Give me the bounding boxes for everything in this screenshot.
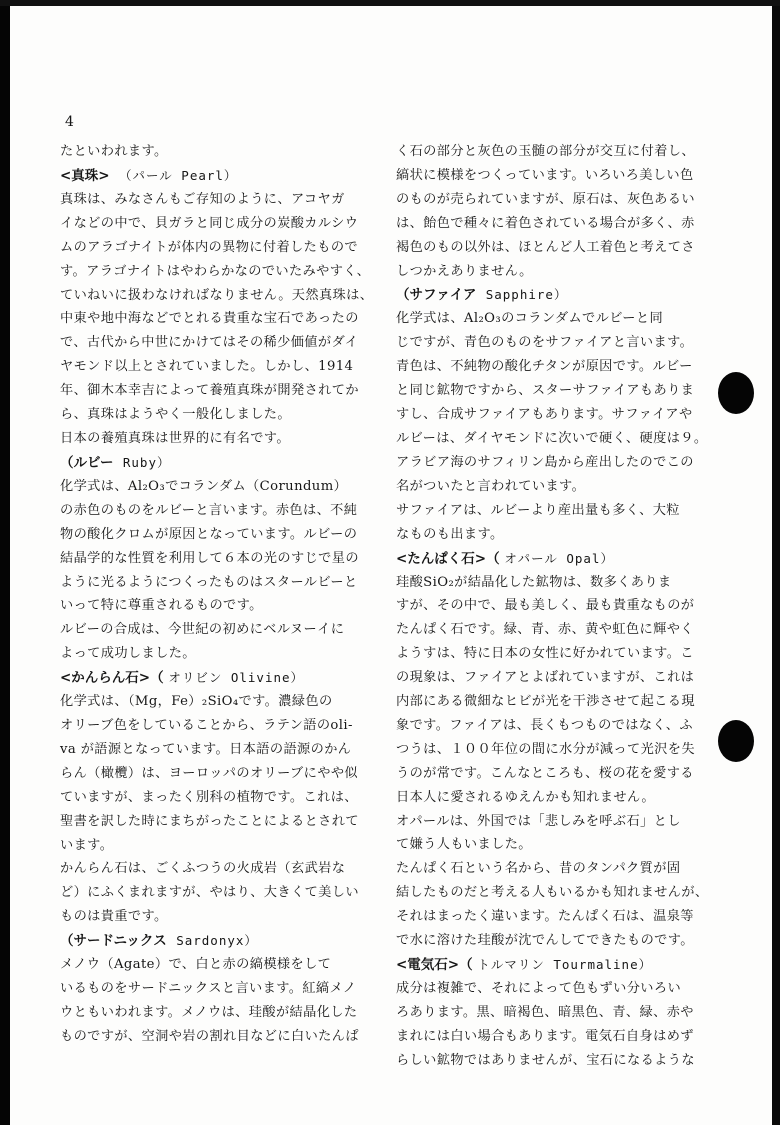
text-line: ろあります。黒、暗褐色、暗黒色、青、緑、赤や [396, 1004, 694, 1020]
right-column [396, 140, 708, 1073]
section-ruby [60, 451, 360, 666]
text-line: 結晶学的な性質を利用して６本の光のすじで星の [60, 550, 359, 566]
text-line: 聖書を訳した時にまちがったことによるとされて [60, 813, 359, 829]
text-line: 物の酸化クロムが原因となっています。ルビーの [60, 526, 358, 542]
text-line: す。アラゴナイトはやわらかなのでいたみやすく、 [60, 263, 371, 279]
text-line: で水に溶けた珪酸が沈でんしてできたものです。 [396, 933, 694, 949]
text-line: く石の部分と灰色の玉髄の部分が交互に付着し、 [396, 144, 695, 159]
text-line: オリーブ色をしていることから、ラテン語のoli- [60, 718, 353, 734]
text-line: ていますが、まったく別科の植物です。これは、 [60, 789, 358, 805]
section-tourmaline [396, 953, 708, 1073]
text-line: つうは、１００年位の間に水分が減って光沢を失 [396, 741, 695, 757]
text-line: いって特に尊重されるものです。 [60, 598, 263, 614]
section-sapphire [396, 283, 708, 546]
left-column [60, 140, 374, 1049]
section-heading: （サファイア Sapphire） [396, 287, 568, 304]
section-pearl [60, 164, 374, 451]
scan-edge-right [772, 0, 780, 1125]
text-line: 化学式は、（Mg，Fe）₂SiO₄です。濃緑色の [60, 694, 333, 710]
text-line: じですが、青色のものをサファイアと言います。 [396, 335, 694, 351]
text-line: らしい鉱物ではありませんが、宝石になるような [396, 1052, 695, 1068]
text-line: ウともいわれます。メノウは、珪酸が結晶化した [60, 1005, 358, 1020]
section-olivine [60, 666, 360, 929]
text-line: すし、合成サファイアもあります。サファイアや [396, 407, 693, 423]
text-line: アラビア海のサフィリン島から産出したのでこの [396, 454, 694, 470]
text-line: なものも出ます。 [396, 526, 504, 542]
text-line: 名がついたと言われています。 [396, 478, 586, 494]
text-line: は、飴色で種々に着色されている場合が多く、赤 [396, 215, 695, 231]
section-sardonyx [60, 929, 360, 1049]
text-line: 成分は複雑で、それによって色もずい分いろい [396, 981, 682, 996]
text-line: 日本の養殖真珠は世界的に有名です。 [60, 430, 290, 446]
page-number: 4 [65, 114, 74, 130]
text-line: うのが常です。こんなところも、桜の花を愛する [396, 765, 694, 781]
text-line: 縞状に模様をつくっています。いろいろ美しい色 [396, 167, 694, 183]
text-line: ていねいに扱わなければなりません。天然真珠は、 [60, 287, 374, 303]
text-line: かんらん石は、ごくふつうの火成岩（玄武岩な [60, 861, 346, 877]
text-line: しつかえありません。 [396, 263, 533, 279]
scan-edge-left [0, 0, 10, 1125]
section-heading: <かんらん石>（ オリビン Olivine） [60, 670, 305, 687]
text-line: ムのアラゴナイトが体内の異物に付着したもので [60, 239, 358, 255]
text-line: まれには白い場合もあります。電気石自身はめず [396, 1028, 694, 1044]
text-line: 青色は、不純物の酸化チタンが原因です。ルビー [396, 359, 693, 375]
text-line: 内部にある微細なヒビが光を干渉させて起こる現 [396, 694, 695, 710]
text-line: たんぱく石という名から、昔のタンパク質が固 [396, 861, 681, 877]
text-line: の赤色のものをルビーと言います。赤色は、不純 [60, 502, 358, 518]
section-heading: （ルビー Ruby） [60, 454, 171, 471]
text-line: va が語源となっています。日本語の語源のかん [60, 741, 352, 757]
punch-hole-upper [718, 372, 754, 414]
text-line: すが、その中で、最も美しく、最も貴重なものが [396, 598, 695, 614]
text-line: ものですが、空洞や岩の割れ目などに白いたんぱ [60, 1028, 359, 1044]
text-line: オパールは、外国では「悲しみを呼ぶ石」とし [396, 813, 681, 829]
text-line: よって成功しました。 [60, 646, 196, 662]
text-line: メノウ（Agate）で、白と赤の縞模様をして [60, 957, 332, 973]
text-line: 年、御木本幸吉によって養殖真珠が開発されてか [60, 383, 359, 399]
text-line: 真珠は、みなさんもご存知のように、アコヤガ [60, 191, 345, 207]
text-line: ら、真珠はようやく一般化しました。 [60, 407, 291, 423]
text-line: サファイアは、ルビーより産出量も多く、大粒 [396, 502, 680, 518]
text-line: 日本人に愛されるゆえんかも知れません。 [396, 789, 655, 805]
text-line: 珪酸SiO₂が結晶化した鉱物は、数多くありま [396, 574, 672, 590]
scan-edge-top [0, 0, 780, 6]
intro-line: たといわれます。 [60, 144, 168, 159]
text-line: たんぱく石です。緑、青、赤、黄や虹色に輝やく [396, 622, 694, 638]
text-line: のものが売られていますが、原石は、灰色あるい [396, 191, 695, 207]
text-line: と同じ鉱物ですから、スターサファイアもありま [396, 383, 695, 399]
text-line: ものは貴重です。 [60, 909, 168, 925]
text-line: らん（橄欖）は、ヨーロッパのオリーブにやや似 [60, 765, 358, 781]
text-line: イなどの中で、貝ガラと同じ成分の炭酸カルシウ [60, 215, 359, 231]
text-line: て嫌う人もいました。 [396, 837, 532, 853]
section-heading: （サードニックス Sardonyx） [60, 933, 258, 950]
text-line: 褐色のもの以外は、ほとんど人工着色と考えてさ [396, 239, 695, 255]
text-line: います。 [60, 837, 114, 853]
text-line: ヤモンド以上とされていました。しかし、1914 [60, 359, 354, 375]
punch-hole-lower [718, 720, 754, 762]
text-line: ど）にふくまれますが、やはり、大きくて美しい [60, 885, 359, 901]
section-opal [396, 547, 708, 954]
section-heading: <たんぱく石>（ オパール Opal） [396, 550, 614, 567]
text-line: ルビーの合成は、今世紀の初めにベルヌーイに [60, 622, 345, 638]
text-line: ようすは、特に日本の女性に好かれています。こ [396, 646, 694, 662]
text-line: 象です。ファイアは、長くもつものではなく、ふ [396, 717, 693, 733]
text-line: 化学式は、Al₂O₃のコランダムでルビーと同 [396, 311, 664, 327]
text-line: の現象は、ファイアとよばれていますが、これは [396, 670, 695, 686]
text-line: で、古代から中世にかけてはその稀少価値がダイ [60, 335, 359, 351]
text-line: 結したものだと考える人もいるかも知れませんが、 [396, 885, 709, 901]
text-line: いるものをサードニックスと言います。紅縞メノ [60, 981, 357, 997]
section-heading: <真珠> （パール Pearl） [60, 167, 238, 184]
text-line: それはまったく違います。たんぱく石は、温泉等 [396, 909, 694, 925]
text-line: 中東や地中海などでとれる貴重な宝石であったの [60, 311, 359, 327]
text-line: ルビーは、ダイヤモンドに次いで硬く、硬度は９。 [396, 430, 708, 446]
text-line: ように光るようにつくったものはスタールビーと [60, 574, 358, 590]
text-line: 化学式は、Al₂O₃でコランダム（Corundum） [60, 478, 348, 494]
section-heading: <電気石>（ トルマリン Tourmaline） [396, 957, 653, 973]
